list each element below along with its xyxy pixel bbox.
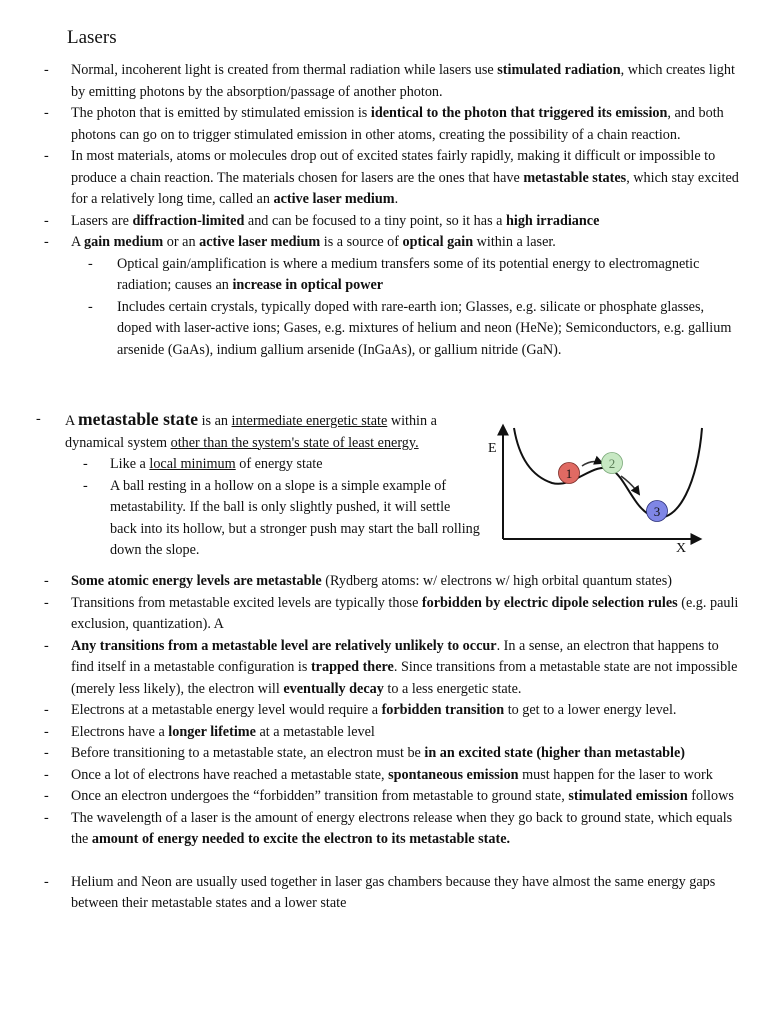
text-run: must happen for the laser to work — [518, 766, 713, 783]
bold-text: optical gain — [402, 234, 474, 250]
text-run: . — [394, 191, 399, 207]
text-run: Lasers are — [71, 212, 133, 229]
text-run: is an — [198, 413, 232, 429]
detail-bullet — [0, 765, 745, 787]
intro-bullet — [0, 211, 740, 233]
metastable-bullet — [0, 409, 480, 562]
text-run: Like a — [110, 456, 150, 472]
gain-medium-sub-bullet — [71, 254, 740, 297]
text-run: Electrons at a metastable energy level would require a — [71, 702, 382, 718]
text-run: of energy state — [235, 456, 323, 472]
detail-bullet — [0, 743, 745, 765]
detail-bullet — [0, 593, 745, 636]
text-run: (e.g. pauli exclusion, quantization). A — [71, 594, 739, 632]
bold-text: metastable states — [523, 169, 627, 186]
bold-text: stimulated emission — [568, 788, 688, 804]
page-title: Lasers — [67, 27, 117, 48]
metastable-bullet-list — [0, 409, 480, 562]
intro-bullet — [0, 146, 740, 211]
gain-medium-sub-list — [71, 254, 740, 362]
text-run: at a metastable level — [255, 723, 375, 740]
x-axis-label: X — [676, 541, 687, 555]
arrow-1-to-2 — [582, 462, 602, 466]
text-run: The wavelength of a laser is the amount of energy electrons release when they go back to ground state, which equals the — [71, 809, 733, 847]
text-run: A ball resting in a hollow on a slope is a simple example of metastability. If the ball is only slightly pushed, it will settle back into its hollow, but a stronger push may start the ball rolling down the slope. — [110, 477, 480, 558]
bold-text: diffraction-limited — [132, 212, 245, 229]
text-run: . In a sense, an electron that happens to find itself in a metastable configuration is — [71, 637, 719, 675]
bold-text: in an excited state (higher than metastable) — [424, 745, 686, 761]
gain-medium-bullet — [0, 232, 740, 361]
underlined-text: intermediate energetic state — [231, 413, 388, 429]
bold-text: stimulated radiation — [497, 62, 621, 78]
text-run: A — [65, 413, 79, 429]
text-run: A — [71, 234, 85, 250]
bold-text: Some atomic energy levels are metastable — [71, 573, 322, 589]
bold-text: Any transitions from a metastable level are relatively unlikely to occur — [71, 637, 497, 654]
gain-medium-text — [71, 232, 740, 254]
text-run: within a laser. — [473, 234, 556, 250]
text-run: within a dynamical system — [65, 413, 437, 451]
bold-text: forbidden by electric dipole selection rules — [421, 594, 678, 611]
energy-well-diagram — [484, 420, 709, 555]
text-run: Before transitioning to a metastable state, an electron must be — [71, 745, 425, 761]
bold-text: increase in optical power — [232, 277, 384, 293]
text-run: , which stay excited for a relatively long time, called an — [71, 169, 739, 207]
bold-text: spontaneous emission — [388, 766, 519, 783]
text-run: . Since transitions from a metastable state are not impossible (merely less likely), the electron will — [71, 659, 738, 697]
bold-text: amount of energy needed to excite the electron to its metastable state. — [91, 831, 511, 847]
text-run: Optical gain/amplification is where a medium transfers some of its potential energy to electromagnetic radiation; causes an — [117, 255, 700, 293]
bold-text: high irradiance — [505, 212, 600, 229]
text-run: Helium and Neon are usually used together in laser gas chambers because they have almost the same energy gaps between their metastable states and a lower state — [71, 873, 716, 911]
ball-1 — [559, 463, 580, 484]
metastable-definition — [65, 409, 480, 454]
metastable-details-list — [0, 571, 745, 915]
text-run: The photon that is emitted by stimulated emission is — [71, 105, 371, 121]
metastable-sub-bullet — [65, 476, 480, 562]
bold-text: active laser medium — [199, 234, 321, 250]
term-heading: metastable state — [78, 409, 199, 429]
text-run: Once a lot of electrons have reached a metastable state, — [71, 766, 389, 783]
text-run: to a less energetic state. — [383, 680, 522, 697]
detail-bullet — [0, 722, 745, 744]
ball-3-label: 3 — [653, 504, 661, 519]
intro-bullet-list — [0, 60, 740, 361]
text-run: Electrons have a — [71, 723, 169, 740]
y-axis-label: E — [488, 441, 497, 456]
bold-text: active laser medium — [273, 191, 395, 207]
text-run: , and both photons can go on to trigger stimulated emission in other atoms, creating the possibility of a chain reaction. — [71, 105, 724, 143]
detail-bullet — [0, 786, 745, 808]
text-run: , which creates light by emitting photons by the absorption/passage of another photon. — [71, 62, 735, 100]
text-run: is a source of — [320, 234, 403, 250]
bold-text: identical to the photon that triggered its emission — [370, 105, 668, 121]
ball-2-label: 2 — [608, 456, 616, 471]
bold-text: gain medium — [84, 234, 164, 250]
bold-text: eventually decay — [283, 680, 384, 697]
bold-text: trapped there — [310, 659, 394, 675]
text-run: Transitions from metastable excited levels are typically those — [71, 594, 422, 611]
text-run: to get to a lower energy level. — [504, 702, 677, 718]
bold-text: forbidden transition — [381, 702, 505, 718]
text-run: (Rydberg atoms: w/ electrons w/ high orbital quantum states) — [321, 573, 672, 589]
gain-medium-sub-bullet — [71, 297, 740, 362]
underlined-text: local minimum — [149, 456, 236, 472]
ball-2 — [602, 453, 623, 474]
underlined-text: other than the system's state of least energy. — [170, 434, 419, 451]
detail-bullet — [0, 700, 745, 722]
metastable-sub-list — [65, 454, 480, 562]
detail-bullet — [0, 636, 745, 701]
metastable-section — [0, 409, 480, 562]
ball-3 — [647, 501, 668, 522]
text-run: follows — [687, 788, 734, 804]
detail-bullet — [0, 872, 745, 915]
text-run: or an — [163, 234, 200, 250]
text-run: Includes certain crystals, typically doped with rare-earth ion; Glasses, e.g. silicate or phosphate glasses, doped with laser-active ions; Gases, e.g. mixtures of helium and neon (HeNe); Semiconductors, e.g. gallium arsenide (GaAs), indium gallium arsenide (InGaAs), or gallium nitride (GaN). — [117, 298, 732, 358]
ball-1-label: 1 — [565, 466, 573, 481]
text-run: and can be focused to a tiny point, so it has a — [244, 212, 506, 229]
detail-bullet — [0, 808, 745, 851]
bold-text: longer lifetime — [168, 723, 256, 740]
text-run: Normal, incoherent light is created from thermal radiation while lasers use — [71, 62, 498, 78]
detail-bullet — [0, 571, 745, 593]
text-run: In most materials, atoms or molecules drop out of excited states fairly rapidly, making it difficult or impossible to produce a chain reaction. The materials chosen for lasers are the ones that have — [71, 148, 716, 186]
metastable-sub-bullet — [65, 454, 480, 476]
text-run: Once an electron undergoes the “forbidden” transition from metastable to ground state, — [71, 788, 569, 804]
intro-bullet — [0, 60, 740, 103]
intro-bullet — [0, 103, 740, 146]
